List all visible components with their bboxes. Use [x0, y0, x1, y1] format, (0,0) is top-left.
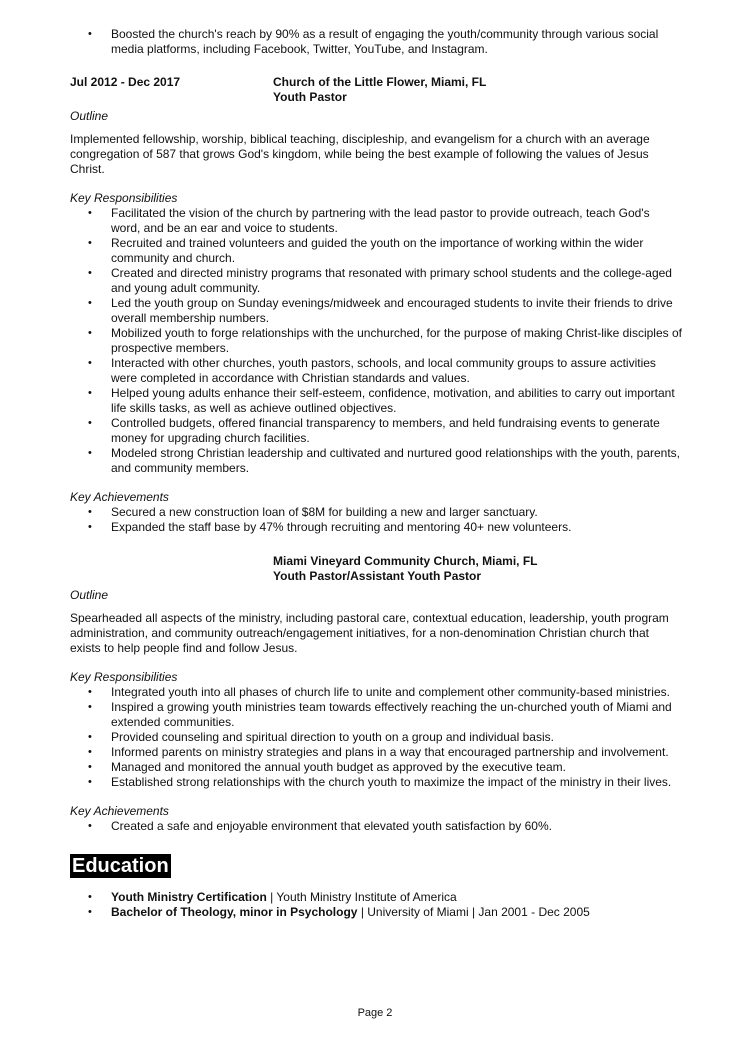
list-item: • Mobilized youth to forge relationships with the unchurched, for the purpose of making Christ-like disciples of prospective members. — [111, 326, 682, 356]
responsibilities-list — [70, 206, 682, 476]
outline-label: Outline — [70, 109, 109, 123]
list-item: • Integrated youth into all phases of church life to unite and complement other community-based ministries. — [111, 685, 682, 700]
list-item: • Informed parents on ministry strategies and plans in a way that encouraged partnership and involvement. — [111, 745, 682, 760]
education-degree: Bachelor of Theology, minor in Psychology — [111, 905, 358, 919]
education-item — [111, 905, 682, 920]
outline-label: Outline — [70, 588, 109, 602]
education-degree: Youth Ministry Certification — [111, 890, 267, 904]
job-date — [70, 554, 273, 584]
education-item — [111, 890, 682, 905]
list-item: • Helped young adults enhance their self-esteem, confidence, motivation, and abilities to carry out important life skills tasks, as well as achieve outlined objectives. — [111, 386, 682, 416]
achievements-label: Key Achievements — [70, 490, 169, 504]
list-item: • Modeled strong Christian leadership and cultivated and nurtured good relationships with the youth, parents, and community members. — [111, 446, 682, 476]
list-item: • Created and directed ministry programs that resonated with primary school students and the college-aged and young adult community. — [111, 266, 682, 296]
job-organization: Miami Vineyard Community Church, Miami, FL — [273, 554, 538, 568]
achievements-list — [70, 505, 682, 535]
list-item: • Established strong relationships with the church youth to maximize the impact of the ministry in their lives. — [111, 775, 682, 790]
list-item: • Managed and monitored the annual youth budget as approved by the executive team. — [111, 760, 682, 775]
job-organization: Church of the Little Flower, Miami, FL — [273, 75, 487, 89]
job-role: Youth Pastor — [273, 90, 347, 104]
achievements-list — [70, 819, 682, 834]
education-details: | Youth Ministry Institute of America — [266, 890, 457, 904]
top-bullet-list — [70, 27, 682, 57]
responsibilities-label: Key Responsibilities — [70, 191, 178, 205]
responsibilities-label: Key Responsibilities — [70, 670, 178, 684]
achievements-label: Key Achievements — [70, 804, 169, 818]
list-item: • Created a safe and enjoyable environment that elevated youth satisfaction by 60%. — [111, 819, 682, 834]
job-role: Youth Pastor/Assistant Youth Pastor — [273, 569, 482, 583]
outline-text: Implemented fellowship, worship, biblical teaching, discipleship, and evangelism for a church with an average congregation of 587 that grows God's kingdom, while being the best example of following the values of Jesus Christ. — [70, 132, 650, 176]
list-item: • Provided counseling and spiritual direction to youth on a group and individual basis. — [111, 730, 682, 745]
job-header — [70, 75, 682, 105]
list-item: • Led the youth group on Sunday evenings/midweek and encouraged students to invite their friends to drive overall membership numbers. — [111, 296, 682, 326]
list-item: • Facilitated the vision of the church by partnering with the lead pastor to provide outreach, teach God's word, and be an ear and voice to students. — [111, 206, 682, 236]
job-date: Jul 2012 - Dec 2017 — [70, 75, 181, 89]
list-item: • Secured a new construction loan of $8M for building a new and larger sanctuary. — [111, 505, 682, 520]
education-heading: Education — [72, 855, 169, 877]
list-item: • Boosted the church's reach by 90% as a result of engaging the youth/community through various social media platforms, including Facebook, Twitter, YouTube, and Instagram. — [111, 27, 682, 57]
list-item: • Expanded the staff base by 47% through recruiting and mentoring 40+ new volunteers. — [111, 520, 682, 535]
page-number: Page 2 — [357, 1007, 393, 1019]
resume-page — [70, 27, 682, 920]
list-item: • Interacted with other churches, youth pastors, schools, and local community groups to assure activities were completed in accordance with Christian standards and values. — [111, 356, 682, 386]
list-item: • Recruited and trained volunteers and guided the youth on the importance of working within the wider community and church. — [111, 236, 682, 266]
list-item: • Controlled budgets, offered financial transparency to members, and held fundraising events to generate money for upgrading church facilities. — [111, 416, 682, 446]
job-header — [70, 554, 682, 584]
education-list — [70, 890, 682, 920]
outline-text: Spearheaded all aspects of the ministry, including pastoral care, contextual education, leadership, youth program administration, and community outreach/engagement initiatives, for a non-denomination Christian church that exists to help people find and follow Jesus. — [70, 611, 669, 655]
responsibilities-list — [70, 685, 682, 790]
list-item: • Inspired a growing youth ministries team towards effectively reaching the un-churched youth of Miami and extended communities. — [111, 700, 682, 730]
education-details: | University of Miami | Jan 2001 - Dec 2005 — [357, 905, 590, 919]
